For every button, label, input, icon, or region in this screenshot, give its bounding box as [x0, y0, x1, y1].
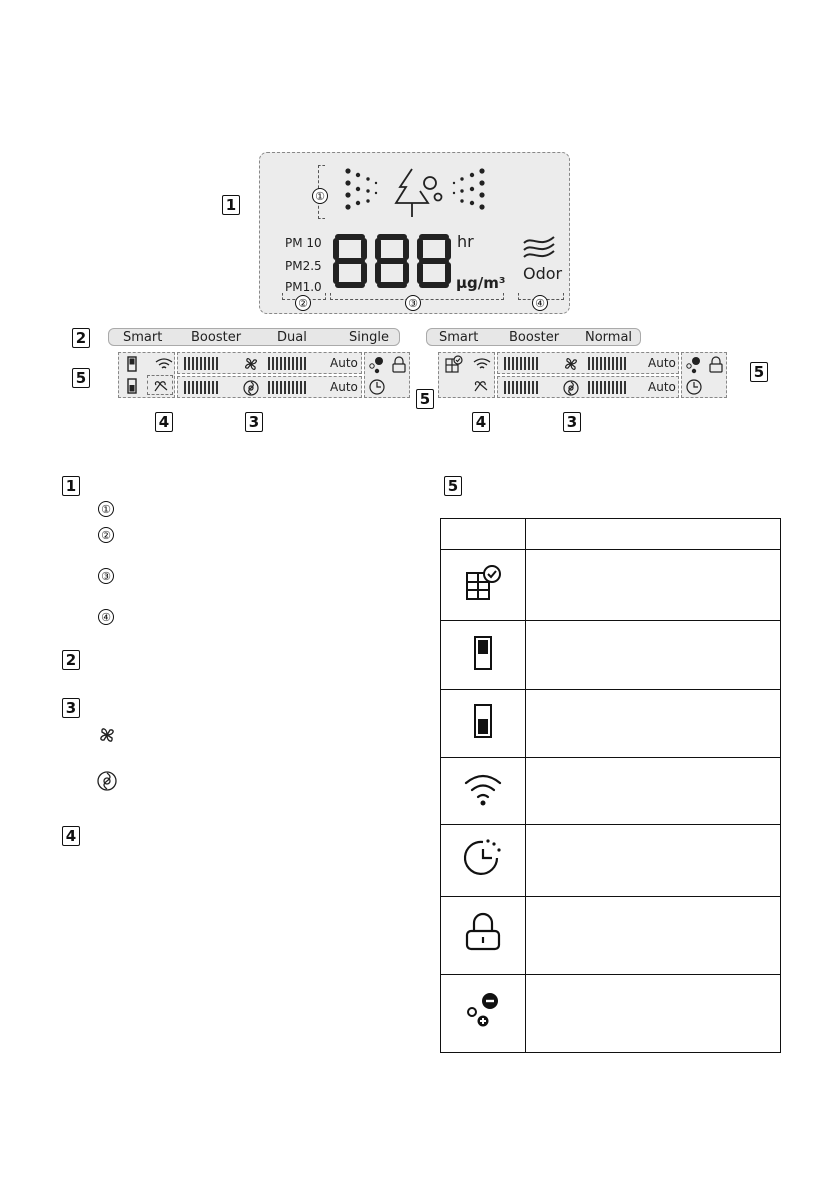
fan-speed-icon	[463, 990, 503, 1032]
swirl-fan-icon	[242, 379, 260, 397]
circled-3: ③	[405, 295, 421, 311]
pm25-label: PM2.5	[285, 259, 322, 273]
filter-check-icon	[461, 563, 505, 603]
callout-4: 4	[155, 412, 173, 432]
auto-label: Auto	[330, 380, 358, 394]
callout-2: 2	[72, 328, 90, 348]
table-row	[441, 690, 781, 758]
legend-sub-3: ③	[98, 568, 114, 584]
odor-label: Odor	[523, 264, 563, 283]
mode-strip-right	[426, 328, 641, 346]
mode-normal: Normal	[585, 330, 633, 345]
lower-filter-icon	[127, 378, 137, 394]
fan-panel-lower-left	[177, 376, 362, 398]
legend-2: 2	[62, 650, 80, 670]
mode-single: Single	[349, 330, 389, 345]
fan-icon	[96, 724, 118, 746]
legend-1: 1	[62, 476, 80, 496]
circled-2: ②	[295, 295, 311, 311]
timer-icon	[685, 378, 703, 396]
callout-4: 4	[472, 412, 490, 432]
legend-3: 3	[62, 698, 80, 718]
callout-1: 1	[222, 195, 240, 215]
table-row	[441, 621, 781, 690]
mode-booster: Booster	[191, 330, 242, 345]
mode-smart: Smart	[123, 330, 163, 345]
legend-5: 5	[444, 476, 462, 496]
control-block-right	[681, 352, 727, 398]
table-row	[441, 975, 781, 1053]
lock-icon	[391, 356, 407, 374]
filter-check-icon	[445, 355, 463, 373]
wifi-icon	[463, 772, 503, 806]
air-quality-tree-icon	[340, 163, 490, 225]
upper-filter-icon	[127, 356, 137, 372]
table-row	[441, 825, 781, 897]
lcd-display	[259, 152, 570, 314]
odor-fan-icon	[472, 378, 490, 394]
callout-5: 5	[72, 368, 90, 388]
legend-sub-2: ②	[98, 527, 114, 543]
pm10-small-label: PM1.0	[285, 280, 322, 294]
circled-4: ④	[532, 295, 548, 311]
lock-icon	[463, 912, 503, 954]
wifi-icon	[473, 357, 491, 371]
fan-icon	[562, 355, 580, 373]
odor-fan-icon	[152, 378, 170, 394]
seven-segment-digits	[332, 233, 452, 289]
fan-speed-icon	[685, 356, 701, 374]
callout-5: 5	[416, 389, 434, 409]
mode-smart: Smart	[439, 330, 479, 345]
fan-panel-lower-right	[497, 376, 679, 398]
mode-dual: Dual	[277, 330, 307, 345]
hr-label: hr	[457, 232, 474, 251]
icon-table	[440, 518, 781, 1053]
table-row	[441, 550, 781, 621]
table-header-row	[441, 519, 781, 550]
fan-speed-icon	[368, 356, 384, 374]
mode-booster: Booster	[509, 330, 560, 345]
fan-icon	[242, 355, 260, 373]
callout-3: 3	[245, 412, 263, 432]
odor-icon	[522, 235, 558, 261]
timer-icon	[461, 836, 505, 880]
table-row	[441, 758, 781, 825]
auto-label: Auto	[648, 380, 676, 394]
mode-strip-left	[108, 328, 400, 346]
lower-filter-icon	[473, 703, 493, 739]
fan-panel-upper-left	[177, 352, 362, 374]
fan-panel-upper-right	[497, 352, 679, 374]
upper-filter-icon	[473, 635, 493, 671]
legend-sub-1: ①	[98, 501, 114, 517]
swirl-fan-icon	[562, 379, 580, 397]
legend-4: 4	[62, 826, 80, 846]
timer-icon	[368, 378, 386, 396]
auto-label: Auto	[330, 356, 358, 370]
pm10-label: PM 10	[285, 236, 322, 250]
status-block-left	[118, 352, 175, 398]
lock-icon	[708, 356, 724, 374]
auto-label: Auto	[648, 356, 676, 370]
legend-sub-4: ④	[98, 609, 114, 625]
unit-label: µg/m³	[456, 274, 506, 292]
callout-3: 3	[563, 412, 581, 432]
circled-1: ①	[312, 188, 328, 204]
wifi-icon	[155, 357, 173, 371]
table-row	[441, 897, 781, 975]
swirl-fan-icon	[96, 770, 118, 792]
status-block-right	[438, 352, 495, 398]
control-block-left	[364, 352, 410, 398]
callout-5: 5	[750, 362, 768, 382]
